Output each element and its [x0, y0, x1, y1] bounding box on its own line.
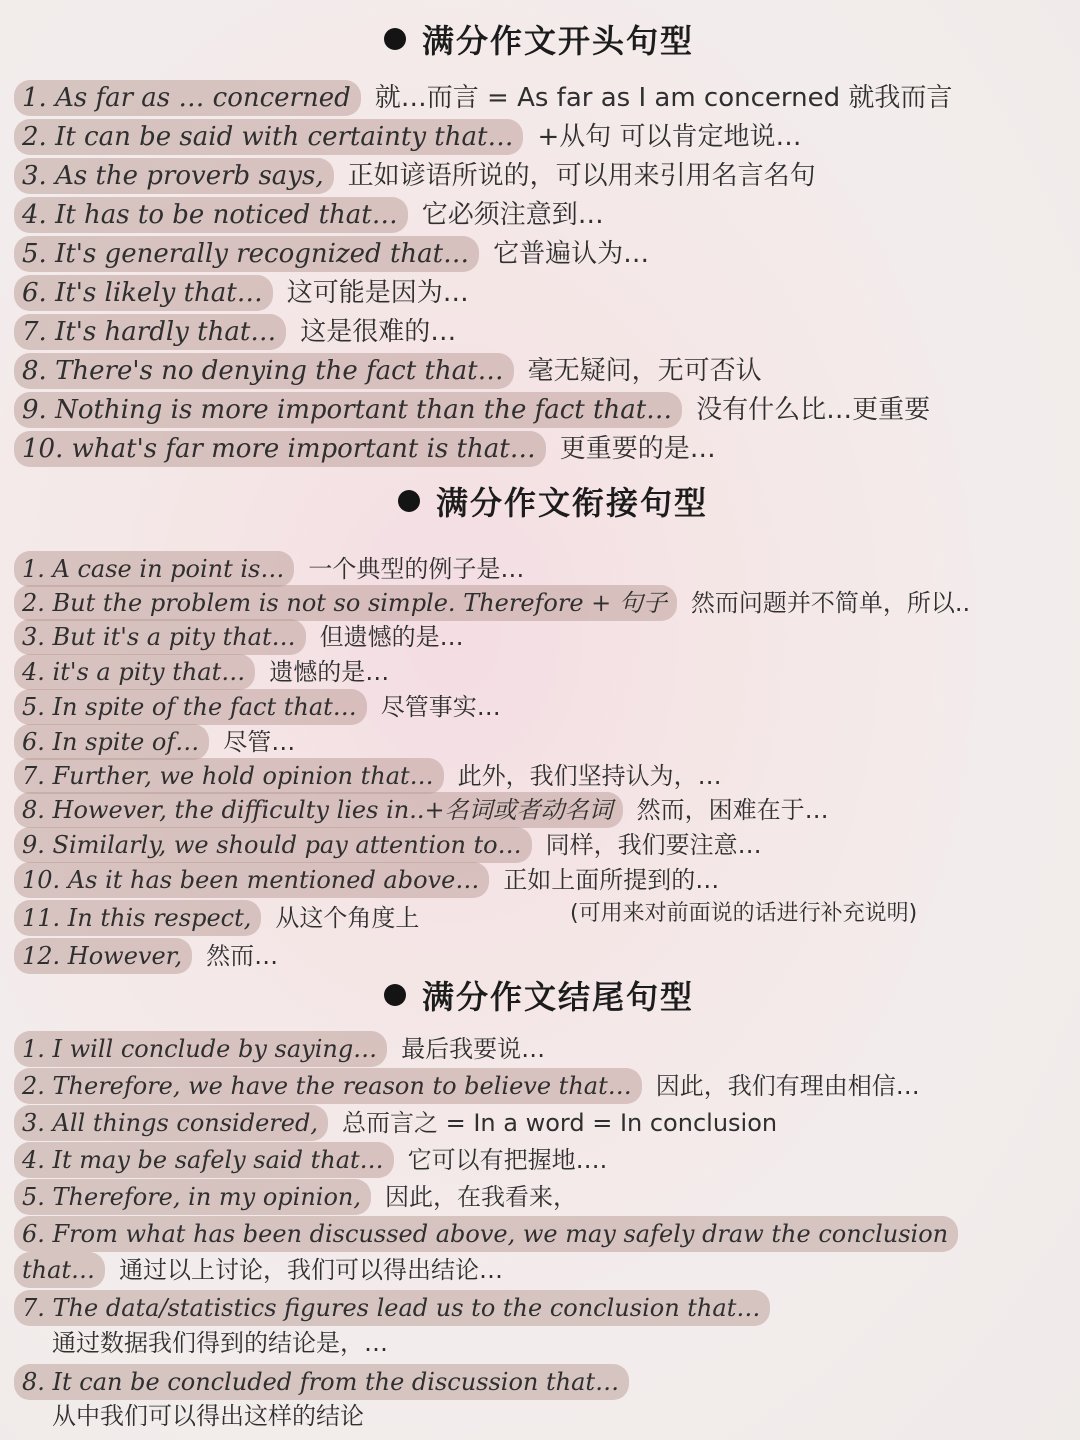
list-item	[14, 1031, 545, 1067]
chinese-meaning: 尽管事实…	[380, 693, 501, 721]
list-item	[52, 1398, 364, 1434]
english-phrase: 1. A case in point is…	[14, 551, 294, 587]
chinese-meaning: 总而言之 = In a word = In conclusion	[341, 1109, 778, 1137]
list-item	[52, 1325, 388, 1361]
chinese-meaning: 但遗憾的是…	[319, 623, 464, 651]
english-phrase: 1. As far as … concerned	[14, 80, 361, 116]
chinese-meaning: 正如谚语所说的，可以用来引用名言名句	[347, 161, 816, 191]
english-phrase: 8. There's no denying the fact that…	[14, 353, 514, 389]
bullet-icon	[384, 28, 406, 50]
list-item	[14, 158, 816, 194]
english-phrase: 6. From what has been discussed above, we may safely draw the conclusion	[14, 1216, 958, 1252]
english-phrase: 9. Nothing is more important than the fact that…	[14, 392, 682, 428]
chinese-meaning: 遗憾的是…	[269, 658, 390, 686]
list-item	[14, 1179, 577, 1215]
chinese-meaning: 然而…	[206, 942, 279, 970]
list-item	[14, 619, 464, 655]
english-phrase: 6. In spite of…	[14, 724, 209, 760]
english-phrase: 8. However, the difficulty lies in..+名词或者动名词	[14, 792, 623, 828]
chinese-meaning: 就…而言 = As far as I am concerned 就我而言	[374, 83, 953, 113]
list-item	[14, 792, 829, 828]
chinese-meaning: 更重要的是…	[559, 434, 716, 464]
chinese-meaning: 从这个角度上	[275, 904, 420, 932]
english-phrase: 6. It's likely that…	[14, 275, 273, 311]
english-phrase: 5. It's generally recognized that…	[14, 236, 479, 272]
chinese-meaning: 它必须注意到…	[421, 200, 604, 230]
chinese-meaning: 此外，我们坚持认为，…	[457, 762, 722, 790]
list-item	[14, 197, 604, 233]
chinese-meaning: 正如上面所提到的…	[503, 866, 720, 894]
list-item	[14, 1364, 629, 1400]
list-item	[14, 275, 469, 311]
list-item	[14, 654, 389, 690]
list-item	[14, 1105, 777, 1141]
list-item	[14, 585, 970, 621]
english-phrase: 1. I will conclude by saying…	[14, 1031, 387, 1067]
english-phrase: 3. But it's a pity that…	[14, 619, 306, 655]
section-title-transition	[398, 476, 708, 526]
bullet-icon	[398, 490, 420, 512]
list-item	[14, 236, 649, 272]
english-phrase: 2. Therefore, we have the reason to believe that…	[14, 1068, 642, 1104]
list-item	[14, 827, 762, 863]
list-item	[14, 1216, 958, 1252]
english-phrase: 4. it's a pity that…	[14, 654, 255, 690]
chinese-meaning: 毫无疑问，无可否认	[527, 356, 762, 386]
chinese-meaning: 最后我要说…	[401, 1035, 546, 1063]
chinese-meaning: 同样，我们要注意…	[545, 831, 762, 859]
section-title-opening	[384, 14, 694, 64]
list-item	[14, 353, 762, 389]
chinese-meaning: 这是很难的…	[300, 317, 457, 347]
english-phrase: 3. All things considered,	[14, 1105, 328, 1141]
list-item	[14, 119, 802, 155]
chinese-meaning: 尽管…	[223, 728, 296, 756]
list-item	[14, 1252, 503, 1288]
chinese-meaning: 它可以有把握地….	[407, 1146, 608, 1174]
list-item	[14, 1290, 770, 1326]
english-phrase: 12. However,	[14, 938, 192, 974]
list-item	[14, 431, 716, 467]
list-item	[14, 689, 501, 725]
list-item	[14, 80, 952, 116]
list-item	[14, 392, 930, 428]
english-phrase: 5. Therefore, in my opinion,	[14, 1179, 371, 1215]
english-phrase: 7. Further, we hold opinion that…	[14, 758, 444, 794]
english-phrase: that…	[14, 1252, 105, 1288]
chinese-meaning: 因此，我们有理由相信…	[655, 1072, 920, 1100]
chinese-meaning: +从句 可以肯定地说…	[537, 122, 802, 152]
english-phrase: 4. It has to be noticed that…	[14, 197, 408, 233]
list-item	[14, 938, 278, 974]
english-phrase: 2. But the problem is not so simple. Therefore + 句子	[14, 585, 677, 621]
side-note: (可用来对前面说的话进行补充说明)	[570, 901, 918, 926]
english-phrase: 7. It's hardly that…	[14, 314, 286, 350]
chinese-meaning: 它普遍认为…	[493, 239, 650, 269]
chinese-meaning: 然而，困难在于…	[636, 796, 829, 824]
english-phrase: 3. As the proverb says,	[14, 158, 334, 194]
list-item	[14, 314, 456, 350]
list-item	[14, 758, 722, 794]
list-item	[14, 1142, 607, 1178]
bullet-icon	[384, 984, 406, 1006]
list-item	[14, 551, 524, 587]
chinese-meaning: 通过数据我们得到的结论是，…	[52, 1329, 388, 1357]
section-title-text: 满分作文开头句型	[422, 22, 695, 60]
section-title-text: 满分作文结尾句型	[422, 978, 695, 1016]
english-phrase: 8. It can be concluded from the discussion that…	[14, 1364, 629, 1400]
english-phrase: 10. what's far more important is that…	[14, 431, 546, 467]
english-phrase: 11. In this respect,	[14, 900, 261, 936]
section-title-text: 满分作文衔接句型	[436, 484, 709, 522]
english-phrase: 10. As it has been mentioned above…	[14, 862, 489, 898]
chinese-meaning: 通过以上讨论，我们可以得出结论…	[119, 1256, 504, 1284]
list-item	[14, 1068, 920, 1104]
list-item	[14, 724, 295, 760]
chinese-meaning: 因此，在我看来，	[385, 1183, 577, 1211]
english-phrase: 4. It may be safely said that…	[14, 1142, 394, 1178]
list-item	[14, 862, 719, 898]
section-title-conclusion	[384, 970, 694, 1020]
list-item	[14, 900, 419, 936]
english-phrase: 9. Similarly, we should pay attention to…	[14, 827, 532, 863]
english-phrase: 5. In spite of the fact that…	[14, 689, 367, 725]
english-phrase: 7. The data/statistics figures lead us to the conclusion that…	[14, 1290, 770, 1326]
chinese-meaning: 一个典型的例子是…	[308, 555, 525, 583]
chinese-meaning: 从中我们可以得出这样的结论	[52, 1402, 364, 1430]
chinese-meaning: 没有什么比…更重要	[696, 395, 931, 425]
chinese-meaning: 这可能是因为…	[286, 278, 469, 308]
english-phrase: 2. It can be said with certainty that…	[14, 119, 523, 155]
chinese-meaning: 然而问题并不简单，所以..	[690, 589, 971, 617]
